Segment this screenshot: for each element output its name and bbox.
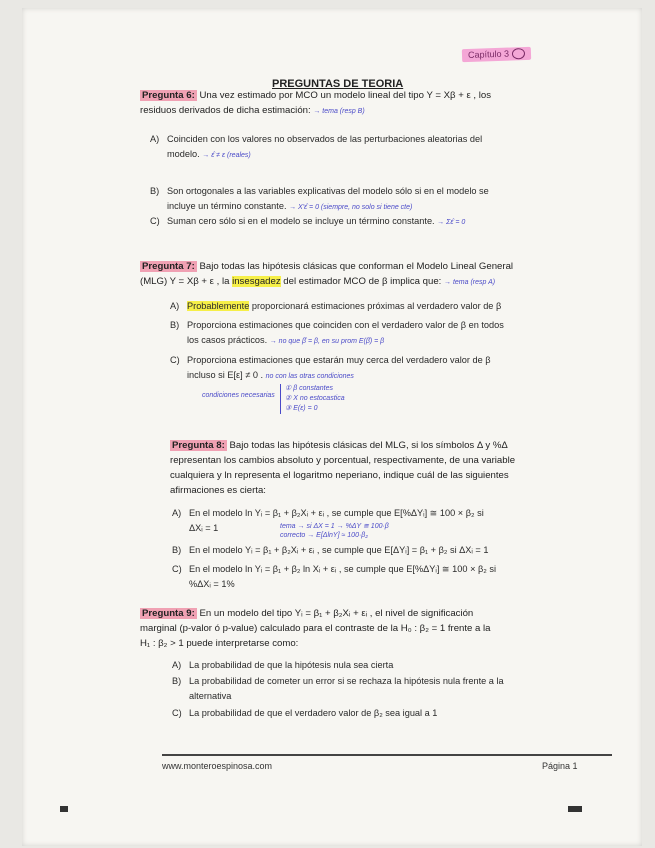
footer-website: www.monteroespinosa.com [162, 761, 273, 771]
question-6-option-a: A) Coinciden con los valores no observados de las perturbaciones aleatorias del modelo. → ε̂ ≠ ε (reales) [150, 134, 483, 159]
question-7-option-c: C) Proporciona estimaciones que estarán muy cerca del verdadero valor de β incluso si E[ε] ≠ 0 . no con las otras condiciones [170, 355, 491, 380]
footer-page-number: Página 1 [542, 761, 578, 771]
footer-divider [162, 754, 612, 756]
question-9-option-b: B) La probabilidad de cometer un error si se rechaza la hipótesis nula frente a la alternativa [172, 676, 504, 701]
question-8-option-b: B) En el modelo Yᵢ = β₁ + β₂Xᵢ + εᵢ , se cumple que E[ΔYᵢ] = β₁ + β₂ si ΔXᵢ = 1 [172, 545, 489, 555]
question-8: Pregunta 8: Bajo todas las hipótesis clásicas del MLG, si los símbolos Δ y %Δ representan los cambios absoluto y porcentual, respectivamente, de una variable cualquiera y ln representa el logaritmo neperiano, indique cuál de las siguientes afirmaciones es cierta: [170, 440, 516, 496]
question-6-text-2: residuos derivados de dicha estimación: [140, 105, 311, 116]
document-page [22, 8, 642, 846]
question-9-option-c: C) La probabilidad de que el verdadero valor de β₂ sea igual a 1 [172, 708, 438, 718]
page-title: PREGUNTAS DE TEORIA [272, 78, 404, 90]
question-6-text: Una vez estimado por MCO un modelo lineal del tipo Y = Xβ + ε , los [199, 90, 491, 101]
question-6-option-b: B) Son ortogonales a las variables explicativas del modelo sólo si en el modelo se incluye un término constante. → X'ε̂ = 0 (siempre, no solo si tiene cte) [150, 186, 489, 211]
question-8-label: Pregunta 8: [172, 440, 225, 451]
scan-mark-left [60, 806, 68, 812]
question-9-label: Pregunta 9: [142, 608, 195, 619]
question-9: Pregunta 9: En un modelo del tipo Yᵢ = β₁ + β₂Xᵢ + εᵢ , el nivel de significación marginal (p-valor ó p-value) calculado para el contraste de la H₀ : β₂ = 1 frente a la H₁ : β₂ > 1 puede interpretarse como: [140, 608, 491, 649]
highlight-insesgadez: insesgadez [232, 276, 281, 287]
question-6-note: → tema (resp B) [313, 108, 365, 115]
handwritten-conditions-list: ① β constantes ② X no estocastica ③ E(ε) = 0 [280, 384, 345, 414]
question-8-option-c: C) En el modelo ln Yᵢ = β₁ + β₂ ln Xᵢ + εᵢ , se cumple que E[%ΔYᵢ] ≅ 100 × β₂ si %ΔXᵢ = 1% [172, 564, 497, 589]
question-7-option-a: A) Probablemente proporcionará estimaciones próximas al verdadero valor de β [170, 301, 502, 311]
question-6-label: Pregunta 6: [142, 90, 195, 101]
chapter-tag: Capítulo 3 [462, 47, 531, 63]
question-9-option-a: A) La probabilidad de que la hipótesis nula sea cierta [172, 660, 394, 670]
question-7-option-b: B) Proporciona estimaciones que coinciden con el verdadero valor de β en todos los casos prácticos. → no que β̂ = β, en su prom E(β̂) = β [170, 320, 504, 345]
handwritten-conditions-label: condiciones necesarias [202, 392, 275, 399]
question-8-option-a: A) En el modelo ln Yᵢ = β₁ + β₂Xᵢ + εᵢ , se cumple que E[%ΔYᵢ] ≅ 100 × β₂ si ΔXᵢ = 1 tema → si ΔX = 1 → %ΔY ≅ 100·β correcto → E[ΔlnY] ≈ 100·β₂ [172, 508, 484, 539]
scan-mark-right [568, 806, 582, 812]
question-6-option-c: C) Suman cero sólo si en el modelo se incluye un término constante. → Σε̂ = 0 [150, 216, 466, 226]
question-7: Pregunta 7: Bajo todas las hipótesis clásicas que conforman el Modelo Lineal General (MLG) Y = Xβ + ε , la insesgadez del estimador MCO de β implica que: → tema (resp A) [140, 261, 514, 287]
question-6 [140, 88, 620, 119]
question-7-label: Pregunta 7: [142, 261, 195, 272]
